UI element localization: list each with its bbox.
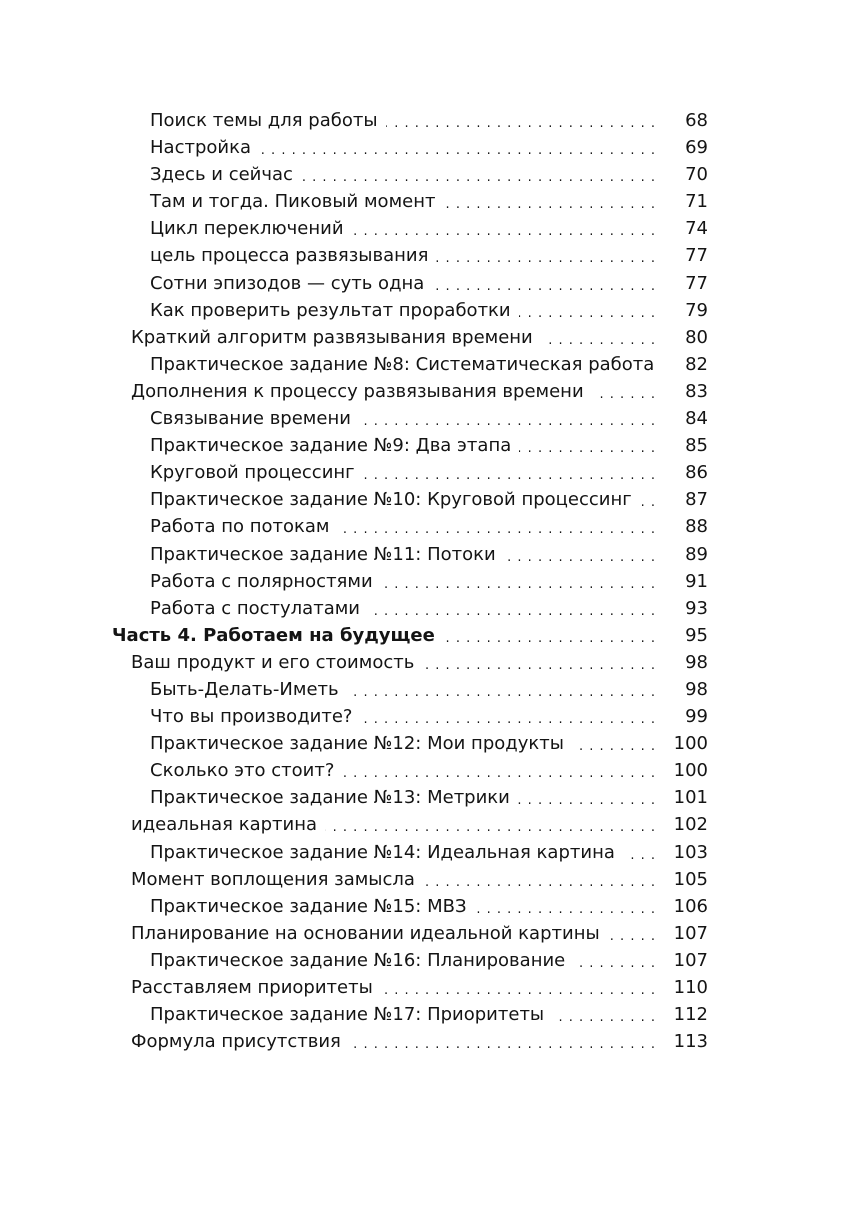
toc-entry-page-number: 99 <box>685 706 708 728</box>
toc-entry <box>0 270 856 297</box>
toc-entry-title: Сколько это стоит? <box>150 757 342 784</box>
toc-entry-title: Практическое задание №8: Систематическая работа <box>150 351 662 378</box>
toc-entry-page-number: 68 <box>685 110 708 131</box>
toc-entry-page-number: 110 <box>673 977 708 998</box>
toc-entry <box>0 378 856 405</box>
toc-entry <box>0 811 856 838</box>
toc-entry <box>0 784 856 811</box>
toc-entry <box>0 297 856 324</box>
toc-entry-title: Практическое задание №17: Приоритеты <box>150 1001 552 1028</box>
toc-entry-page-number: 87 <box>685 489 708 511</box>
toc-entry <box>0 703 856 730</box>
toc-entry-title: Расставляем приоритеты <box>131 974 381 1001</box>
toc-entry-title: Здесь и сейчас <box>150 161 301 188</box>
toc-entry-page-number: 100 <box>673 733 708 755</box>
toc-entry-page-number: 77 <box>685 245 708 267</box>
table-of-contents <box>0 107 856 1055</box>
toc-entry-title: Часть 4. Работаем на будущее <box>112 622 443 649</box>
toc-entry <box>0 324 856 351</box>
toc-entry-title: Работа по потокам <box>150 513 338 540</box>
toc-entry-title: Практическое задание №16: Планирование <box>150 947 573 974</box>
toc-entry <box>0 215 856 242</box>
toc-entry-title: Практическое задание №11: Потоки <box>150 541 504 568</box>
toc-entry <box>0 893 856 920</box>
toc-entry-page-number: 95 <box>685 624 708 646</box>
toc-entry-title: Практическое задание №9: Два этапа <box>150 432 519 459</box>
toc-entry-title: Ваш продукт и его стоимость <box>131 649 422 676</box>
toc-entry-page-number: 98 <box>685 651 708 673</box>
toc-entry-title: Связывание времени <box>150 405 359 432</box>
toc-entry-page-number: 102 <box>673 814 708 836</box>
toc-entry-page-number: 70 <box>685 164 708 186</box>
toc-entry-title: Что вы производите? <box>150 703 360 730</box>
toc-entry <box>0 839 856 866</box>
toc-entry <box>0 1028 856 1055</box>
toc-entry <box>0 486 856 513</box>
toc-entry-page-number: 89 <box>685 543 708 565</box>
toc-entry-title: Формула присутствия <box>131 1028 349 1055</box>
toc-entry <box>0 568 856 595</box>
toc-entry-page-number: 79 <box>685 299 708 321</box>
toc-entry-page-number: 82 <box>685 353 708 375</box>
toc-entry-title: Практическое задание №10: Круговой процессинг <box>150 486 640 513</box>
toc-entry-title: Настройка <box>150 134 259 161</box>
toc-entry-page-number: 107 <box>673 922 708 944</box>
toc-entry <box>0 351 856 378</box>
toc-entry-page-number: 100 <box>673 760 708 782</box>
toc-entry <box>0 161 856 188</box>
toc-entry-page-number: 101 <box>673 787 708 809</box>
toc-entry-page-number: 86 <box>685 462 708 484</box>
toc-entry-page-number: 107 <box>673 949 708 971</box>
toc-entry <box>0 730 856 757</box>
toc-entry-page-number: 106 <box>673 895 708 917</box>
toc-entry-title: Цикл переключений <box>150 215 352 242</box>
toc-entry-page-number: 83 <box>685 380 708 402</box>
toc-entry-page-number: 103 <box>673 841 708 863</box>
toc-entry-title: Работа с постулатами <box>150 595 368 622</box>
toc-entry-title: Там и тогда. Пиковый момент <box>150 188 443 215</box>
toc-entry <box>0 974 856 1001</box>
toc-entry <box>0 107 856 134</box>
toc-entry-title: Практическое задание №12: Мои продукты <box>150 730 572 757</box>
toc-entry-title: идеальная картина <box>131 811 325 838</box>
toc-entry-page-number: 91 <box>685 570 708 592</box>
toc-entry <box>0 920 856 947</box>
toc-entry-page-number: 74 <box>685 218 708 240</box>
toc-entry-page-number: 71 <box>685 191 708 213</box>
toc-entry <box>0 1001 856 1028</box>
toc-entry <box>0 947 856 974</box>
toc-entry-page-number: 84 <box>685 408 708 430</box>
toc-entry-title: Момент воплощения замысла <box>131 866 423 893</box>
toc-entry-title: Работа с полярностями <box>150 568 381 595</box>
toc-entry-page-number: 88 <box>685 516 708 538</box>
toc-entry <box>0 649 856 676</box>
toc-entry-title: Круговой процессинг <box>150 459 363 486</box>
toc-entry-title: Дополнения к процессу развязывания времени <box>131 378 592 405</box>
toc-entry <box>0 676 856 703</box>
toc-entry-page-number: 105 <box>673 868 708 890</box>
toc-part-heading <box>0 622 856 649</box>
toc-entry-page-number: 112 <box>673 1004 708 1026</box>
toc-entry-page-number: 93 <box>685 597 708 619</box>
toc-entry-title: цель процесса развязывания <box>150 242 436 269</box>
toc-entry-title: Планирование на основании идеальной картины <box>131 920 608 947</box>
toc-entry <box>0 757 856 784</box>
toc-entry <box>0 459 856 486</box>
toc-entry <box>0 405 856 432</box>
toc-entry-page-number: 69 <box>685 137 708 159</box>
toc-entry-title: Как проверить результат проработки <box>150 297 519 324</box>
toc-entry-title: Быть-Делать-Иметь <box>150 676 347 703</box>
toc-entry-page-number: 77 <box>685 272 708 294</box>
toc-entry-title: Поиск темы для работы <box>150 107 386 134</box>
toc-entry-title: Практическое задание №15: МВЗ <box>150 893 475 920</box>
toc-entry <box>0 432 856 459</box>
toc-entry <box>0 866 856 893</box>
toc-entry-title: Практическое задание №14: Идеальная картина <box>150 839 623 866</box>
toc-entry <box>0 595 856 622</box>
toc-entry-title: Сотни эпизодов — суть одна <box>150 270 432 297</box>
toc-entry-page-number: 80 <box>685 326 708 348</box>
toc-entry <box>0 513 856 540</box>
toc-entry <box>0 242 856 269</box>
toc-entry-title: Практическое задание №13: Метрики <box>150 784 518 811</box>
toc-entry-page-number: 85 <box>685 435 708 457</box>
toc-entry-page-number: 113 <box>673 1031 708 1053</box>
toc-entry <box>0 541 856 568</box>
toc-entry-title: Краткий алгоритм развязывания времени <box>131 324 541 351</box>
toc-entry <box>0 134 856 161</box>
toc-entry <box>0 188 856 215</box>
toc-entry-page-number: 98 <box>685 678 708 700</box>
